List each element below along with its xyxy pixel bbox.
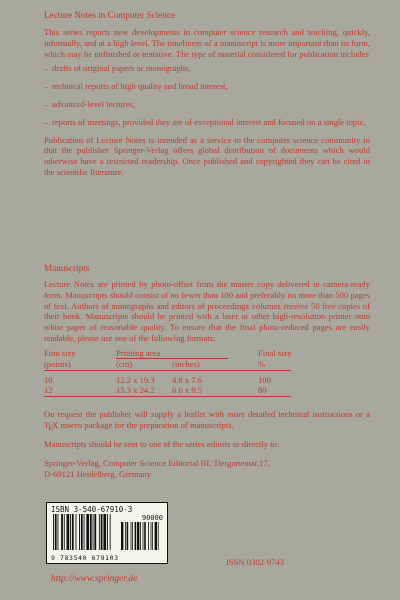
table-row [44,375,291,386]
barcode-bar [158,522,159,550]
cell-inches: 4.8 x 7.6 [172,374,203,385]
barcode-bar [101,514,103,550]
list-item: – advanced-level lectures, [44,98,136,109]
barcode-bar [58,514,59,550]
barcode-bar [155,522,157,550]
barcode-bar [79,514,80,550]
barcode-bar [55,514,57,550]
barcode-bar [110,514,111,550]
cell-font: 12 [44,385,116,396]
barcode-bar [94,514,96,550]
barcode-bar [148,522,149,550]
barcode-bar [140,522,141,550]
barcode-bar [76,514,77,550]
series-title: Lecture Notes in Computer Science [44,10,176,20]
header-cm: (cm) [116,359,172,371]
header-printing-area: Printing area [116,348,228,359]
format-table [44,348,291,397]
series-section [44,10,370,178]
manuscripts-body: Lecture Notes are printed by photo-offset from the master copy delivered in camera-ready form. Manuscripts should consist of no fewer than 100 and preferably no more than 500 pages of text. Authors of monographs and editors of proceedings volumes receive 50 free copies of their book. Manuscripts should be printed with a laser or other high-resolution printer onto white paper of reasonable quality. To ensure that the final photo-reduced pages are easily readable, please use one of the following formats: [44,279,370,343]
barcode-bars [53,514,163,552]
header-percent: % [258,359,291,371]
barcode-bar [144,522,146,550]
header-inches: (inches) [172,359,228,371]
price-code: 90000 [141,514,163,522]
header-points: (points) [44,359,116,371]
header-final-size: Final size [258,347,292,358]
list-item: – reports of meetings, provided they are of exceptional interest and focused on a single topic. [44,116,366,127]
barcode-bar [72,514,74,550]
barcode-bar [132,522,133,550]
address: Springer-Verlag, Computer Science Editorial III, Tiergartenstr.17, D-69121 Heidelberg, Germany [44,458,270,479]
barcode-bar [135,522,137,550]
send-to-paragraph: Manuscripts should be sent to one of the series editors or directly to: [44,439,280,450]
barcode-bar [99,514,100,550]
publisher-url-link[interactable]: http://www.springer.de [51,574,138,584]
barcode-bar [81,514,83,550]
list-item: – drafts of original papers or monographs, [44,63,191,74]
barcode-bar [61,514,63,550]
cell-cm: 15.3 x 24.2 [116,385,172,396]
series-intro: This series reports new developments in computer science research and teaching, quickly, informally, and at a high level. The timeliness of a manuscript is more important than its form, which may be unfinished or tentative. The type of material considered for publication includes [44,27,370,59]
cell-cm: 12.2 x 19.3 [116,374,155,385]
barcode-bar [64,514,65,550]
isbn-number: ISBN 3-540-67910-3 [51,505,133,514]
barcode-bar [53,514,54,550]
publication-paragraph: Publication of Lecture Notes is intended as a service to the computer science community in that the publisher Springer-Verlag offers global distribution of documents which would otherwise have a restricted readership. Once published and copyrighted they can be cited in the scientific literature. [44,134,370,177]
barcode-bar [127,522,129,550]
material-list [44,63,370,127]
manuscripts-section [44,263,370,480]
barcode-bar [121,522,123,550]
header-font-size: Font size [44,347,76,358]
cell-final: 100 [258,374,271,385]
barcode-bar [86,514,89,550]
barcode-bar [103,514,106,550]
barcode-bar [90,514,92,550]
barcode-bar [151,522,152,550]
list-item: – technical reports of high quality and broad interest, [44,81,228,92]
barcode-bar [70,514,71,550]
manuscripts-title: Manuscripts [44,263,90,273]
barcode-bar [107,514,108,550]
barcode-bar [84,514,85,550]
table-row [44,385,291,396]
barcode-bar [67,514,70,550]
barcode-bar [137,522,139,550]
cell-final: 80 [258,385,291,396]
barcode-bar [143,522,144,550]
barcode-bar [152,522,153,550]
barcode-bar [93,514,94,550]
isbn-barcode [46,502,168,564]
leaflet-paragraph: On request the publisher will supply a leaflet with more detailed technical instructions or a TEX macro package for the preparation of manuscripts. [44,408,370,432]
ean-digits: 9 783540 679103 [51,554,119,562]
cell-font: 10 [44,374,53,385]
cell-inches: 6.0 x 9.5 [172,385,228,396]
issn: ISSN 0302-9743 [226,557,285,567]
barcode-bar [131,522,132,550]
barcode-bar [125,522,126,550]
